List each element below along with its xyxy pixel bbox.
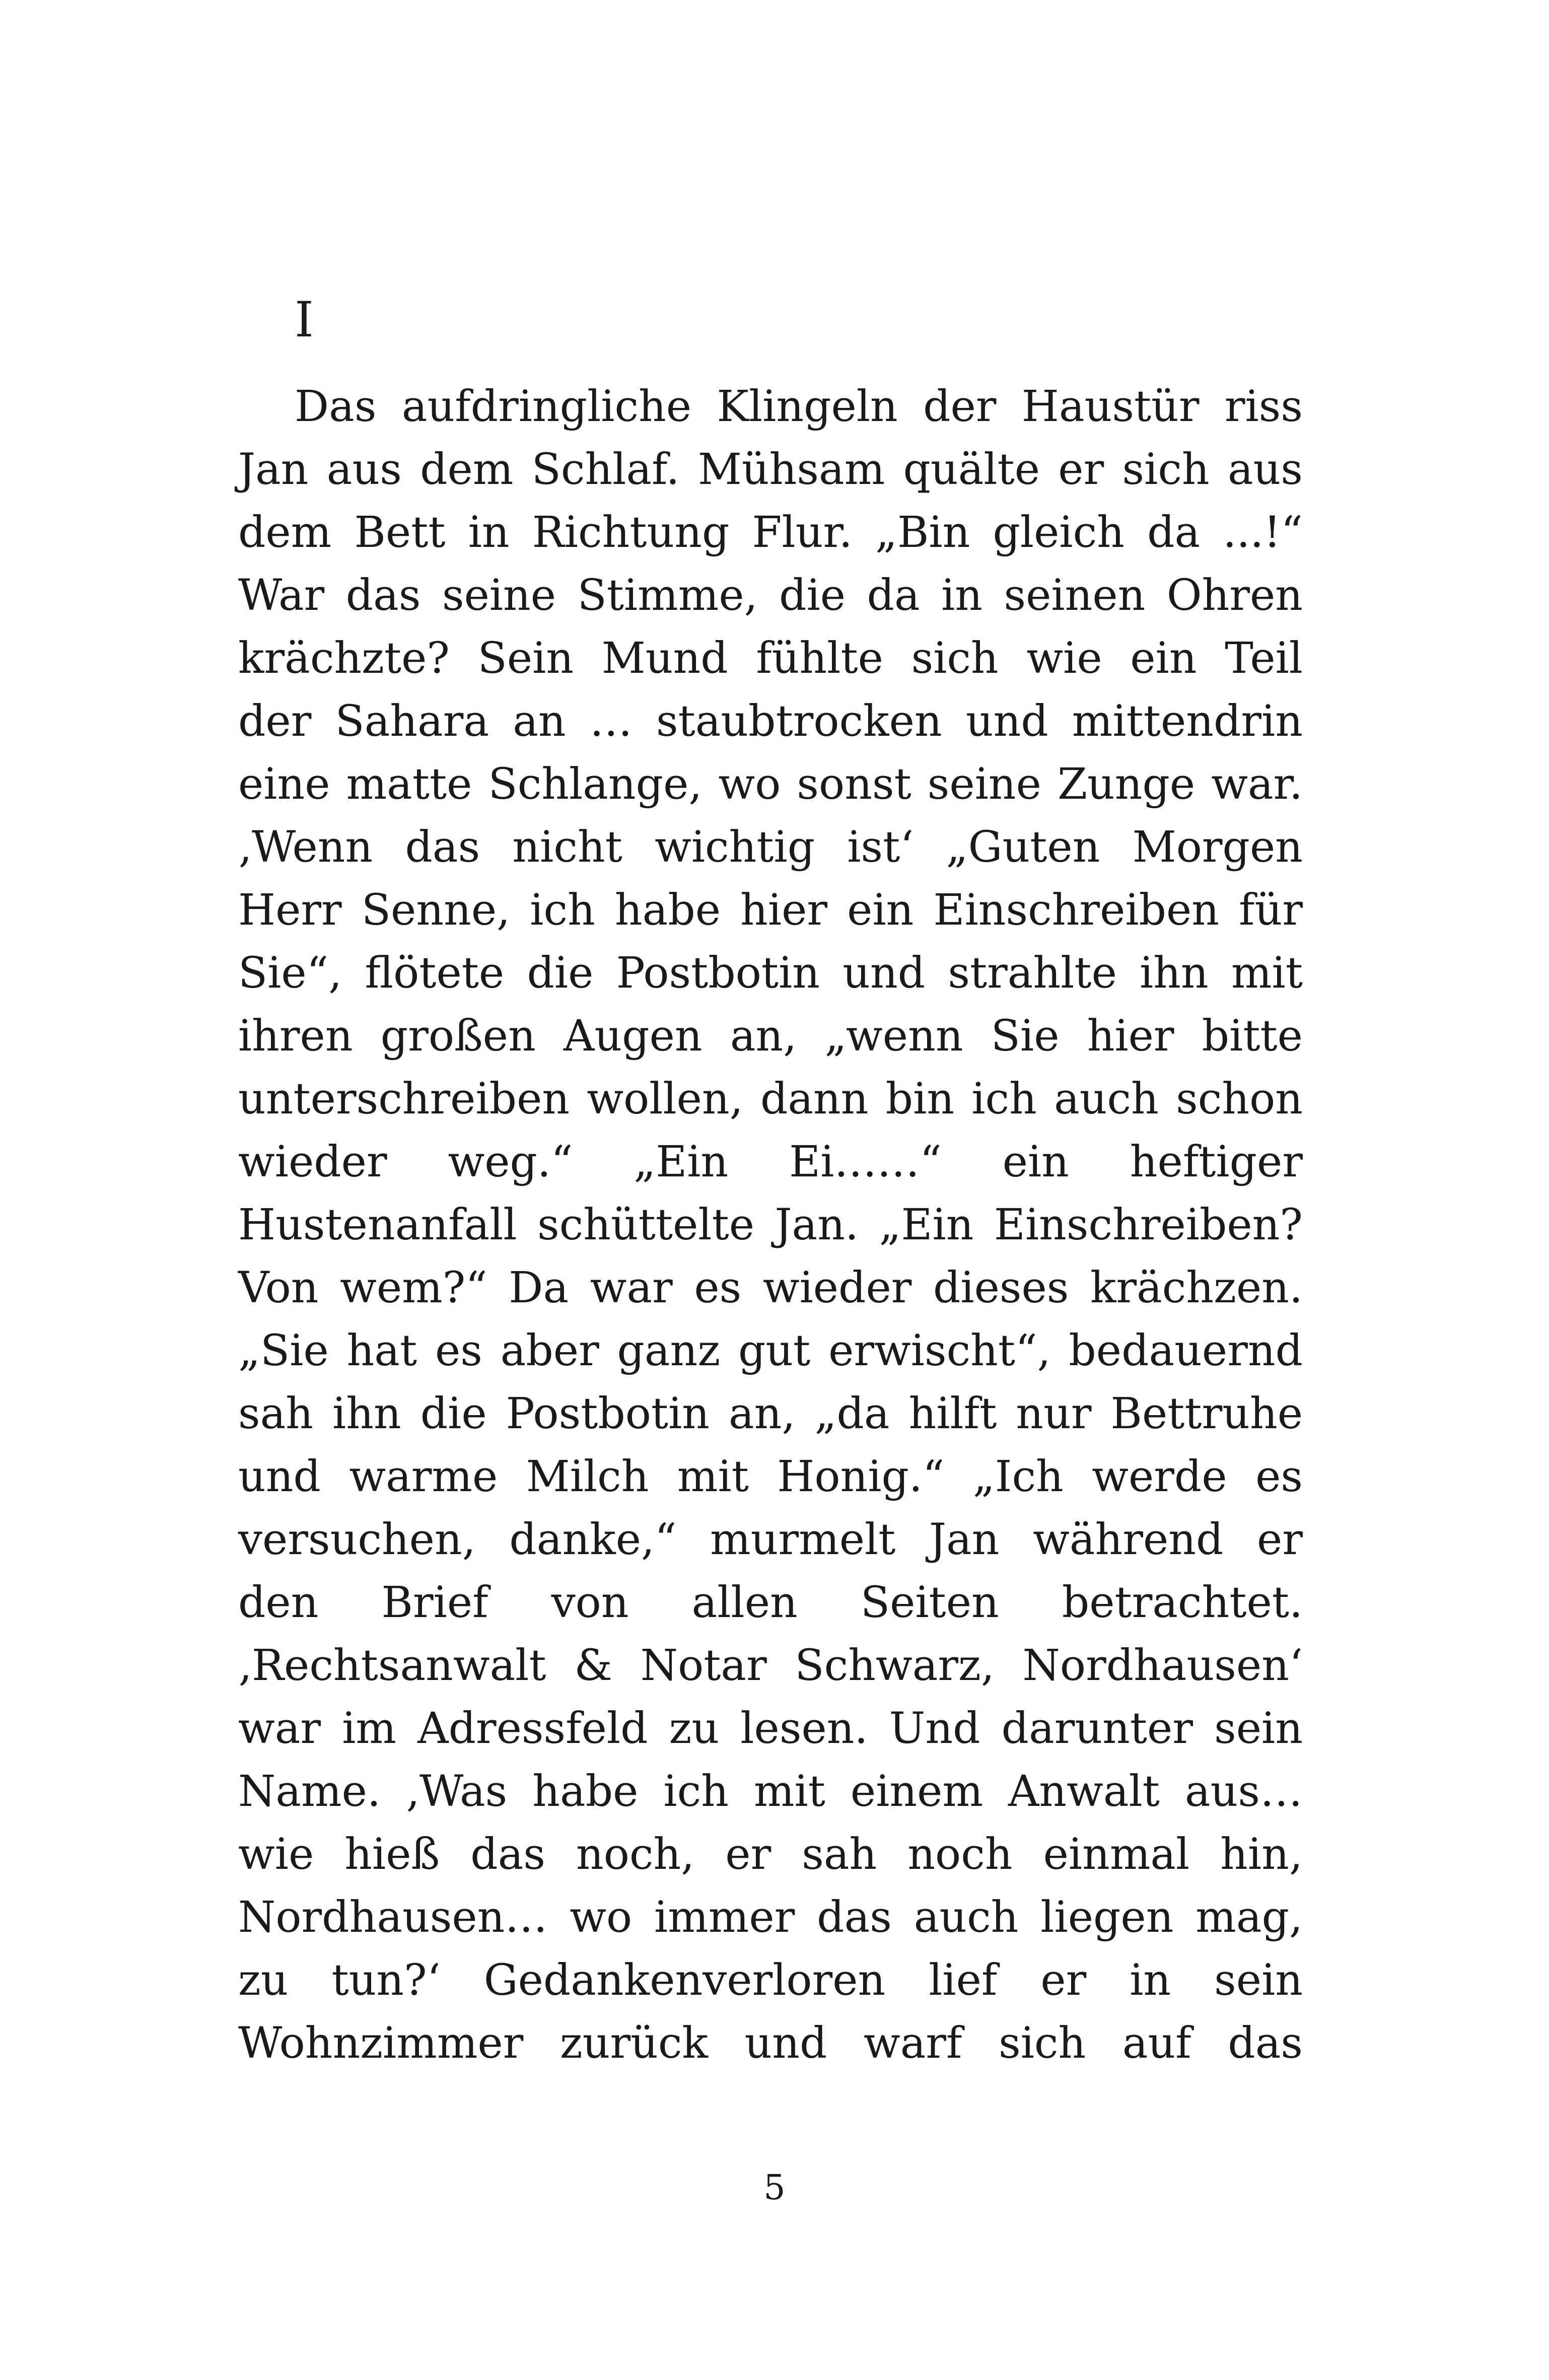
text-line: ‚Wenn das nicht wichtig ist‘ „Guten Morgen [238,822,1303,872]
text-line: krächzte? Sein Mund fühlte sich wie ein Teil [238,634,1303,683]
body-paragraph [238,375,1303,2075]
text-line: wie hieß das noch, er sah noch einmal hin, [238,1830,1303,1879]
text-line: wieder weg.“ „Ein Ei……“ ein heftiger [238,1137,1303,1187]
text-line: Wohnzimmer zurück und warf sich auf das [238,2018,1303,2068]
text-line: Name. ‚Was habe ich mit einem Anwalt aus… [238,1767,1303,1816]
text-line: unterschreiben wollen, dann bin ich auch schon [238,1074,1303,1124]
chapter-heading: I [295,292,314,348]
text-line: war im Adressfeld zu lesen. Und darunter sein [238,1704,1303,1754]
text-line: der Sahara an … staubtrocken und mittendrin [238,696,1303,746]
text-line: „Sie hat es aber ganz gut erwischt“, bedauernd [238,1326,1303,1376]
page-number: 5 [763,2168,786,2208]
text-line: Jan aus dem Schlaf. Mühsam quälte er sich aus [238,445,1303,495]
text-line: den Brief von allen Seiten betrachtet. [238,1578,1303,1628]
text-line: sah ihn die Postbotin an, „da hilft nur Bettruhe [238,1389,1303,1439]
text-line: War das seine Stimme, die da in seinen Ohren [238,571,1303,620]
text-line: zu tun?‘ Gedankenverloren lief er in sein [238,1955,1303,2005]
text-line: eine matte Schlange, wo sonst seine Zunge war. [238,759,1303,809]
text-line: und warme Milch mit Honig.“ „Ich werde es [238,1452,1303,1502]
text-line: dem Bett in Richtung Flur. „Bin gleich da ...!“ [238,508,1303,557]
text-line: ihren großen Augen an, „wenn Sie hier bitte [238,1011,1303,1061]
text-line: Sie“, flötete die Postbotin und strahlte ihn mit [238,948,1303,998]
text-line: Herr Senne, ich habe hier ein Einschreiben für [238,885,1303,935]
text-line: Nordhausen… wo immer das auch liegen mag, [238,1893,1303,1942]
text-line: Das aufdringliche Klingeln der Haustür riss [295,382,1303,432]
text-line: Hustenanfall schüttelte Jan. „Ein Einschreiben? [238,1200,1303,1250]
text-line: ‚Rechtsanwalt & Notar Schwarz, Nordhausen‘ [238,1641,1303,1691]
text-line: Von wem?“ Da war es wieder dieses krächzen. [238,1263,1303,1313]
text-line: versuchen, danke,“ murmelt Jan während er [238,1515,1303,1565]
